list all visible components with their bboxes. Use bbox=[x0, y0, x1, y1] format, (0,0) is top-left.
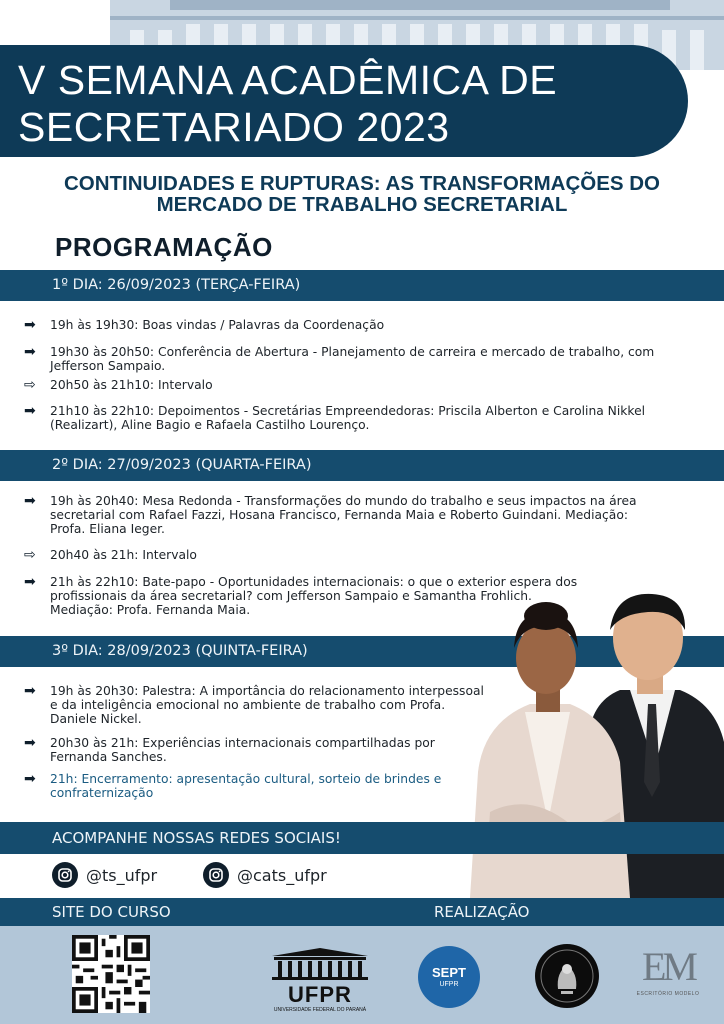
ufpr-logo bbox=[268, 946, 372, 1016]
qr-code-icon[interactable] bbox=[72, 935, 150, 1013]
arrow-right-icon: ➡ bbox=[24, 735, 36, 751]
site-label: SITE DO CURSO bbox=[52, 903, 171, 921]
event-subtitle-line2: MERCADO DE TRABALHO SECRETARIAL bbox=[156, 193, 568, 216]
em-logo-text: EM bbox=[642, 944, 694, 989]
event-title-line1: V SEMANA ACADÊMICA DE bbox=[18, 57, 558, 103]
instagram-link-cats-ufpr[interactable] bbox=[203, 862, 327, 888]
realizacao-label: REALIZAÇÃO bbox=[434, 903, 530, 921]
arrow-right-icon: ➡ bbox=[24, 683, 36, 699]
social-header: ACOMPANHE NOSSAS REDES SOCIAIS! bbox=[0, 822, 724, 854]
day1-item3: ⇨ 20h50 às 21h10: Intervalo bbox=[24, 377, 213, 393]
instagram-icon bbox=[203, 862, 229, 888]
section-title: PROGRAMAÇÃO bbox=[55, 232, 273, 262]
arrow-right-icon: ➡ bbox=[24, 344, 36, 360]
day3-item3: ➡ 21h: Encerramento: apresentação cultural, sorteio de brindes e confraternização bbox=[24, 771, 442, 800]
day1-header: 1º DIA: 26/09/2023 (TERÇA-FEIRA) bbox=[0, 270, 724, 301]
day1-item4: ➡ 21h10 às 22h10: Depoimentos - Secretárias Empreendedoras: Priscila Alberton e Carolina Nikkel (Realizart), Aline Bagio e Rafaela Castilho Lourenço. bbox=[24, 403, 646, 432]
ufpr-logo-text: UFPR bbox=[288, 982, 352, 1007]
arrow-right-outline-icon: ⇨ bbox=[24, 547, 36, 563]
arrow-right-icon: ➡ bbox=[24, 317, 36, 333]
sept-logo bbox=[418, 946, 480, 1008]
instagram-link-ts-ufpr[interactable] bbox=[52, 862, 157, 888]
instagram-handle: @cats_ufpr bbox=[237, 865, 327, 885]
day2-item1: ➡ 19h às 20h40: Mesa Redonda - Transformações do mundo do trabalho e seus impactos na área secretarial com Rafael Fazzi, Hosana Francisco, Fernanda Maia e Roberto Guindani. Mediação: Profa. Eliana Ieger. bbox=[24, 493, 637, 536]
arrow-right-outline-icon: ⇨ bbox=[24, 377, 36, 393]
arrow-right-icon: ➡ bbox=[24, 403, 36, 419]
day3-item1: ➡ 19h às 20h30: Palestra: A importância do relacionamento interpessoal e da inteligência emocional no ambiente de trabalho com Profa. Daniele Nickel. bbox=[24, 683, 484, 726]
instagram-icon bbox=[52, 862, 78, 888]
day3-header: 3º DIA: 28/09/2023 (QUINTA-FEIRA) bbox=[0, 636, 724, 667]
arrow-right-icon: ➡ bbox=[24, 493, 36, 509]
day2-item2: ⇨ 20h40 às 21h: Intervalo bbox=[24, 547, 197, 563]
centro-academico-logo bbox=[534, 943, 600, 1009]
em-logo-subtext: ESCRITÓRIO MODELO bbox=[636, 991, 700, 997]
ufpr-building-icon bbox=[268, 946, 372, 980]
day1-item1: ➡ 19h às 19h30: Boas vindas / Palavras da Coordenação bbox=[24, 317, 385, 333]
sept-logo-text: SEPT bbox=[432, 964, 466, 980]
day2-item3: ➡ 21h às 22h10: Bate-papo - Oportunidades internacionais: o que o exterior espera dos profissionais da área secretarial? com Jefferson Sampaio e Samantha Frohlich. Mediação: Profa. Fernanda Maia. bbox=[24, 574, 578, 617]
event-title-line2: SECRETARIADO 2023 bbox=[18, 104, 450, 150]
instagram-handle: @ts_ufpr bbox=[86, 865, 158, 885]
arrow-right-icon: ➡ bbox=[24, 574, 36, 590]
day3-item2: ➡ 20h30 às 21h: Experiências internacionais compartilhadas por Fernanda Sanches. bbox=[24, 735, 435, 764]
sept-logo-subtext: UFPR bbox=[439, 980, 459, 988]
ufpr-logo-subtext: UNIVERSIDADE FEDERAL DO PARANÁ bbox=[273, 1007, 367, 1013]
escritorio-modelo-logo bbox=[632, 944, 704, 1010]
arrow-right-icon: ➡ bbox=[24, 771, 36, 787]
day1-item2: ➡ 19h30 às 20h50: Conferência de Abertura - Planejamento de carreira e mercado de trabalho, com Jefferson Sampaio. bbox=[24, 344, 655, 373]
event-subtitle-line1: CONTINUIDADES E RUPTURAS: AS TRANSFORMAÇÕES DO bbox=[63, 172, 661, 195]
day2-header: 2º DIA: 27/09/2023 (QUARTA-FEIRA) bbox=[0, 450, 724, 481]
